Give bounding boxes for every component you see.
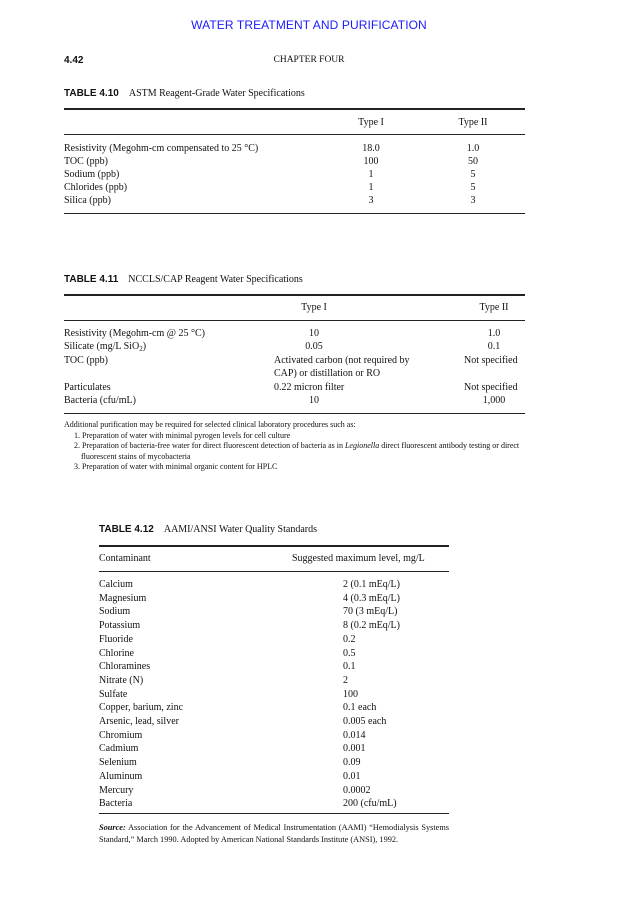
- notes-intro: Additional purification may be required for selected clinical laboratory procedures such as:: [64, 420, 356, 429]
- table-411-title: NCCLS/CAP Reagent Water Specifications: [128, 274, 303, 285]
- table-411-number: TABLE 4.11: [64, 274, 119, 285]
- table-411-row-type2: 1,000: [482, 395, 506, 406]
- table-410-row-type2: 1.0: [466, 143, 480, 154]
- table-411-row-type1: 10: [309, 395, 319, 406]
- silicate-subscript: 2: [139, 345, 143, 353]
- table-412-row-contaminant: Magnesium: [99, 593, 147, 604]
- chapter-label: CHAPTER FOUR: [273, 55, 345, 65]
- table-410-header-type2: Type II: [458, 117, 488, 128]
- source-text: Association for the Advancement of Medical Instrumentation (AAMI) “Hemodialysis Systems Standard,” March 1990. Adopted by American National Standards Institute (ANSI), 1992.: [99, 823, 449, 844]
- table-412-header-contaminant: Contaminant: [99, 553, 151, 564]
- table-411-row-type1: 0.05: [305, 341, 323, 352]
- table-410-number: TABLE 4.10: [64, 88, 119, 99]
- table-410-row-label: TOC (ppb): [64, 156, 108, 167]
- table-412-row-contaminant: Nitrate (N): [99, 675, 144, 686]
- table-412-row-contaminant: Potassium: [99, 620, 141, 631]
- note-1: 1. Preparation of water with minimal pyrogen levels for cell culture: [74, 430, 291, 440]
- table-412-row-level: 100: [343, 689, 358, 700]
- table-411-row-type2: Not specified: [464, 382, 518, 393]
- table-410-top-rule: [64, 108, 525, 110]
- table-410-row-type1: 1: [368, 169, 374, 180]
- table-412-row-contaminant: Cadmium: [99, 743, 139, 754]
- table-412-row-contaminant: Chloramines: [99, 661, 151, 672]
- table-410-row-type1: 18.0: [362, 143, 380, 154]
- table-412-source-note: [99, 822, 449, 845]
- source-label: Source:: [99, 823, 126, 832]
- note-2-italic: Legionella: [344, 441, 380, 450]
- table-412-row-contaminant: Calcium: [99, 579, 133, 590]
- table-412-row-level: 200 (cfu/mL): [343, 798, 397, 809]
- note-2-start: 2. Preparation of bacteria-free water for direct fluorescent detection of bacteria as in: [74, 441, 345, 450]
- table-411-toc-type1-line1: Activated carbon (not required by: [274, 355, 410, 366]
- table-411-row-label: Resistivity (Megohm-cm @ 25 °C): [64, 328, 205, 339]
- table-412-row-level: 2: [343, 675, 348, 686]
- table-410-row-type2: 50: [468, 156, 478, 167]
- table-412-row-level: 8 (0.2 mEq/L): [343, 620, 400, 631]
- table-410-header-type1: Type I: [358, 117, 384, 128]
- table-411-notes: [64, 420, 526, 473]
- table-412-row-level: 2 (0.1 mEq/L): [343, 579, 400, 590]
- table-410-title: ASTM Reagent-Grade Water Specifications: [128, 88, 305, 99]
- table-412-row-level: 0.5: [343, 648, 356, 659]
- table-412-row-contaminant: Sulfate: [99, 689, 128, 700]
- table-412-row-contaminant: Sodium: [99, 606, 131, 617]
- table-410-row-type1: 3: [368, 195, 374, 206]
- table-412-row-contaminant: Mercury: [99, 785, 134, 796]
- table-410-row-label: Sodium (ppb): [64, 169, 120, 180]
- table-412-row-contaminant: Arsenic, lead, silver: [99, 716, 179, 727]
- table-410-row-type1: 100: [363, 156, 379, 167]
- table-412-row-level: 0.0002: [343, 785, 371, 796]
- table-411-top-rule: [64, 294, 525, 296]
- table-411-row-type2: Not specified: [464, 355, 518, 366]
- table-412-row-level: 0.09: [343, 757, 361, 768]
- table-412-row-contaminant: Chlorine: [99, 648, 134, 659]
- table-410-row-type1: 1: [368, 182, 374, 193]
- silicate-label: Silicate (mg/L SiO: [64, 341, 140, 352]
- table-411-header-type2: Type II: [479, 302, 509, 313]
- table-412-row-contaminant: Bacteria: [99, 798, 133, 809]
- table-412-row-level: 0.01: [343, 771, 361, 782]
- table-410-row-type2: 3: [470, 195, 476, 206]
- table-411-row-type2: 1.0: [487, 328, 501, 339]
- note-2: [71, 441, 526, 462]
- table-412-row-level: 0.005 each: [343, 716, 387, 727]
- table-412-header-rule: [99, 571, 449, 572]
- table-412-header-level: Suggested maximum level, mg/L: [292, 553, 425, 564]
- table-410-row-label: Silica (ppb): [64, 195, 111, 206]
- table-412-row-contaminant: Fluoride: [99, 634, 133, 645]
- table-412-row-contaminant: Chromium: [99, 730, 143, 741]
- silicate-label-end: ): [142, 341, 147, 352]
- table-411-header-type1: Type I: [301, 302, 327, 313]
- table-411-toc-type1-line2: CAP) or distillation or RO: [274, 368, 381, 379]
- table-410-bottom-rule: [64, 213, 525, 214]
- table-412-caption: [99, 524, 317, 535]
- table-410-row-label: Chlorides (ppb): [64, 182, 128, 193]
- table-412-top-rule: [99, 545, 449, 547]
- table-411-header-rule: [64, 320, 525, 321]
- running-head: WATER TREATMENT AND PURIFICATION: [191, 18, 427, 32]
- table-411-caption: [64, 274, 303, 285]
- table-411-row-label: Bacteria (cfu/mL): [64, 395, 136, 406]
- page-number: 4.42: [64, 55, 84, 66]
- table-412-title: AAMI/ANSI Water Quality Standards: [163, 524, 317, 535]
- table-411-row-label: Particulates: [64, 382, 111, 393]
- table-411-row-label: TOC (ppb): [64, 355, 108, 366]
- table-412-number: TABLE 4.12: [99, 524, 154, 535]
- table-410-caption: [64, 88, 305, 99]
- table-412-bottom-rule: [99, 813, 449, 814]
- table-411-bottom-rule: [64, 413, 525, 414]
- table-412-row-contaminant: Copper, barium, zinc: [99, 702, 184, 713]
- table-411-row-label: [64, 341, 146, 355]
- table-412-row-level: 0.014: [343, 730, 366, 741]
- table-412-row-level: 0.1: [343, 661, 356, 672]
- table-412-row-contaminant: Selenium: [99, 757, 137, 768]
- table-412-row-level: 70 (3 mEq/L): [343, 606, 398, 617]
- note-3: 3. Preparation of water with minimal organic content for HPLC: [74, 462, 278, 471]
- table-411-row-type1: 10: [309, 328, 319, 339]
- table-412-row-level: 4 (0.3 mEq/L): [343, 593, 400, 604]
- note-2-end: direct fluorescent antibody testing or direct fluorescent stains of mycobacteria: [81, 441, 520, 461]
- table-412-row-contaminant: Aluminum: [99, 771, 143, 782]
- table-410-row-type2: 5: [470, 169, 476, 180]
- table-412-row-level: 0.1 each: [343, 702, 377, 713]
- table-410-header-rule: [64, 134, 525, 135]
- table-411-row-type2: 0.1: [487, 341, 501, 352]
- table-411-row-type1: 0.22 micron filter: [274, 382, 345, 393]
- table-412-row-level: 0.001: [343, 743, 366, 754]
- table-410-row-label: Resistivity (Megohm-cm compensated to 25 °C): [64, 143, 259, 154]
- table-410-row-type2: 5: [470, 182, 476, 193]
- table-412-row-level: 0.2: [343, 634, 356, 645]
